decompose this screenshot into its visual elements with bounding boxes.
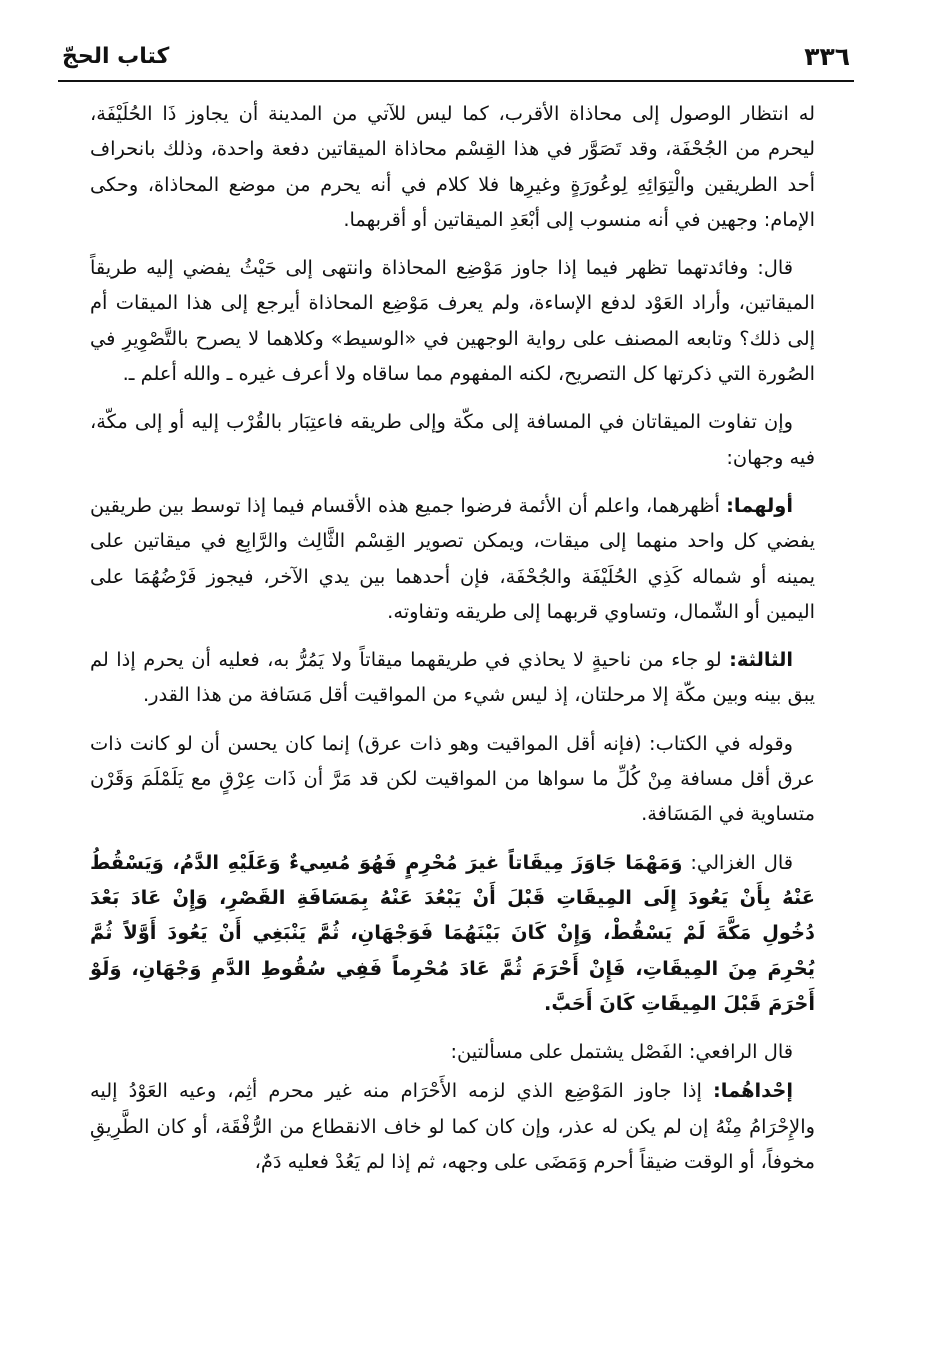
paragraph-text: قال: وفائدتهما تظهر فيما إذا جاوز مَوْضِع المحاذاة وانتهى إلى حَيْثُ يفضي إليه طريقاً الميقاتين، وأراد العَوْد لدفع الإساءة، ولم يعرف مَوْضِع المحاذاة أيرجع إلى هذا الميقات أم إلى ذلك؟ وتابعه المصنف على رواية الوجهين في «الوسيط» وكلاهما لا يصرح بالتَّصْوِيرِ في الصُورة التي ذكرتها كل التصريح، لكنه المفهوم مما ساقاه ولا أعرف غيره ـ والله أعلم ـ. (90, 256, 815, 386)
paragraph-text: وإن تفاوت الميقاتان في المسافة إلى مكّة وإلى طريقه فاعتِبَار بالقُرْب إليه أو إلى مكّة، فيه وجهان: (90, 410, 815, 469)
paragraph-text: لو جاء من ناحيةٍ لا يحاذي في طريقهما ميقاتاً ولا يَمُرُّ به، فعليه أن يحرم إذا لم يبق بينه وبين مكّة إلا مرحلتان، إذ ليس شيء من المواقيت أقل مَسَافة من هذا القدر. (90, 648, 815, 707)
page-header (58, 40, 854, 82)
body-text (90, 96, 815, 1192)
paragraph-continuation (90, 96, 815, 237)
page-number: ٣٣٦ (804, 42, 850, 71)
paragraph-text: أظهرهما، واعلم أن الأئمة فرضوا جميع هذه الأقسام فيما إذا توسط بين طريقين يفضي كل واحد منهما إلى ميقات، ويمكن تصوير القِسْم الثَّالِث والرَّابِع في ميقاتين على يمينه أو شماله كَذِي الحُلَيْفَة والجُحْفَة، فإن أحدهما بين يدي الآخر، فيجوز فَرْضُهُمَا على اليمين أو الشّمال، وتساوي قربهما إلى طريقه وتفاوته. (90, 493, 815, 623)
paragraph-text: إذا جاوز المَوْضِع الذي لزمه الأَحْرَام منه غير محرم أثِم، وعيه العَوْدُ إليه والإِحْرَامُ مِنْهُ إن لم يكن له عذر، وإن كان كما لو خاف الانقطاع من الرُّفْقَة، أو كان الطَّرِيقِ مخوفاً، أو الوقت ضيقاً أحرم وَمَضَى على وجهه، ثم إذا لم يَعُدْ فعليه دَمٌ، (90, 1079, 815, 1174)
paragraph-text: له انتظار الوصول إلى محاذاة الأقرب، كما ليس للآتي من المدينة أن يجاوز ذَا الحُلَيْفَة، ليحرم من الجُحْفَة، وقد تَصَوَّر في هذا القِسْم محاذاة الميقاتين دفعة واحدة، وذلك بانحراف أحد الطريقين والْتِوَائِهِ لِوعُورَةٍ وغيرِها فلا كلام في أنه يحرم من موضع المحاذاة، وحكى الإمام: وجهين في أنه منسوب إلى أبْعَدِ الميقاتين أو أقربهما. (90, 102, 815, 231)
paragraph-text: وقوله في الكتاب: (فإنه أقل المواقيت وهو ذات عرق) إنما كان يحسن أن لو كانت ذات عرق أقل مسافة مِنْ كُلِّ ما سواها من المواقيت لكن قد مَرَّ أن ذَات عِرْقٍ مع يَلَمْلَمَ وَقَرْن متساوية في المَسَافة. (90, 731, 815, 826)
paragraph-first-issue (90, 1073, 815, 1179)
paragraph-label: إحْداهُما: (713, 1079, 793, 1103)
paragraph-label: الثالثة: (729, 648, 793, 672)
paragraph-label: أولهما: (726, 493, 793, 517)
paragraph-lead: قال الغزالي: (682, 850, 793, 874)
paragraph-third-case (90, 642, 815, 713)
paragraph-text: وَمَهْمَا جَاوَزَ مِيقَاتاً غيرَ مُحْرِمٍ فَهُوَ مُسِيءٌ وَعَلَيْهِ الدَّمُ، وَيَسْقُطُ عَنْهُ بِأَنْ يَعُودَ إِلَى المِيقَاتِ قَبْلَ أَنْ يَبْعُدَ عَنْهُ بِمَسَافَةِ القَصْرِ، وَإِنْ عَادَ بَعْدَ دُخُولِ مَكَّةَ لَمْ يَسْقُطْ، وَإِنْ كَانَ بَيْنَهُمَا فَوَجْهَانِ، ثُمَّ يَنْبَغِي أَنْ يَعُودَ أَوَّلاً ثُمَّ يُحْرِمَ مِنَ المِيقَاتِ، فَإِنْ أَحْرَمَ ثُمَّ عَادَ مُحْرِماً فَفِي سُقُوطِ الدَّمِ وَجْهَانِ، وَلَوْ أَحْرَمَ قَبْلَ المِيقَاتِ كَانَ أَحَبَّ. (90, 850, 815, 1015)
paragraph-book-quote (90, 726, 815, 832)
paragraph-distance (90, 404, 815, 475)
book-title: كتاب الحجّ (62, 44, 170, 69)
paragraph-ghazali-matn (90, 845, 815, 1021)
paragraph-first-view (90, 488, 815, 629)
paragraph-rafii-intro (90, 1034, 815, 1069)
paragraph-text: قال الرافعي: الفَصْل يشتمل على مسألتين: (450, 1040, 793, 1064)
paragraph-qal (90, 250, 815, 391)
